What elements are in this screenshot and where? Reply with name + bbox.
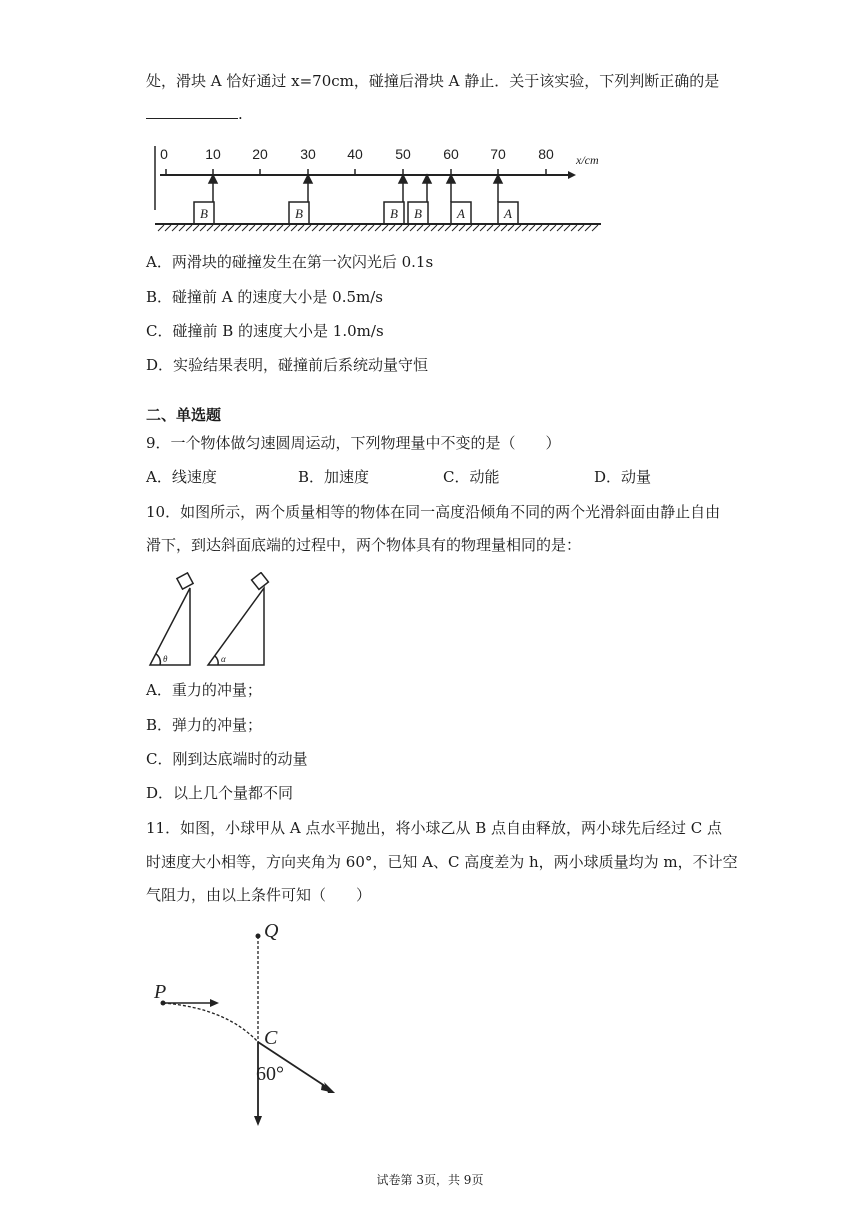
ground-hatch [277,225,283,231]
q9-stem: 9．一个物体做匀速圆周运动，下列物理量中不变的是（ ） [146,434,561,452]
ground-hatch [445,225,451,231]
ground-hatch [228,225,234,231]
axis-label: x/cm [576,153,599,167]
q11-stem-line2: 时速度大小相等，方向夹角为 60°，已知 A、C 高度差为 h，两小球质量均为 m，不计空 [146,853,738,871]
ground-hatch [256,225,262,231]
ground-hatch [557,225,563,231]
ground-hatch [480,225,486,231]
ground-hatch [319,225,325,231]
ground-hatch [494,225,500,231]
block-label: B [200,206,208,221]
ground-hatch [438,225,444,231]
tick-label: 0 [160,146,168,162]
point-q-label: Q [264,920,279,942]
ground-hatch [263,225,269,231]
q8-collision-figure [146,138,606,240]
ground-hatch [592,225,598,231]
ground-hatch [501,225,507,231]
point-p-label: P [154,981,167,1003]
ground-hatch [284,225,290,231]
q10-stem-line2: 滑下，到达斜面底端的过程中，两个物体具有的物理量相同的是： [146,536,582,554]
ground-hatch [298,225,304,231]
ground-hatch [340,225,346,231]
tick-label: 40 [347,146,363,162]
ground-hatch [410,225,416,231]
ground-hatch [193,225,199,231]
tick-label: 50 [395,146,411,162]
q8-option-d[interactable]: D．实验结果表明，碰撞前后系统动量守恒 [146,356,429,374]
ground-hatch [270,225,276,231]
block-label: A [457,206,465,221]
ground-hatch [291,225,297,231]
q10-incline-figure [146,572,276,670]
q9-option-b[interactable]: B．加速度 [298,468,370,486]
q8-stem-line1: 处，滑块 A 恰好通过 x=70cm，碰撞后滑块 A 静止．关于该实验，下列判断正确的是 [146,72,720,90]
ground-hatch [158,225,164,231]
ground-hatch [186,225,192,231]
ground-hatch [543,225,549,231]
q10-option-c[interactable]: C．刚到达底端时的动量 [146,750,308,768]
ground-hatch [585,225,591,231]
tick-label: 30 [300,146,316,162]
ground-hatch [333,225,339,231]
ground-hatch [424,225,430,231]
ground-hatch [466,225,472,231]
q9-option-a[interactable]: A．线速度 [146,468,217,486]
ground-hatch [403,225,409,231]
block-label: A [504,206,512,221]
page-footer: 试卷第 3页，共 9页 [376,1173,484,1187]
ground-hatch [487,225,493,231]
ground-hatch [515,225,521,231]
angle-theta-label: θ [163,654,168,664]
q8-answer-blank-line [146,104,243,124]
ground-hatch [207,225,213,231]
tick-label: 80 [538,146,554,162]
block-label: B [295,206,303,221]
ground-hatch [172,225,178,231]
ground-hatch [326,225,332,231]
ground-hatch [508,225,514,231]
ground-hatch [522,225,528,231]
ground-hatch [550,225,556,231]
tick-label: 20 [252,146,268,162]
angle-60-label: 60° [256,1063,284,1085]
q9-option-d[interactable]: D．动量 [594,468,652,486]
tick-label: 10 [205,146,221,162]
ground-hatch [179,225,185,231]
ground-hatch [431,225,437,231]
q11-stem-line1: 11．如图，小球甲从 A 点水平抛出，将小球乙从 B 点自由释放，两小球先后经过 C 点 [146,819,723,837]
ground-hatch [529,225,535,231]
ground-hatch [221,225,227,231]
ground-hatch [396,225,402,231]
ground-hatch [564,225,570,231]
q8-option-a[interactable]: A．两滑块的碰撞发生在第一次闪光后 0.1s [146,253,434,271]
q10-option-a[interactable]: A．重力的冲量； [146,681,262,699]
ground-hatch [305,225,311,231]
ground-hatch [165,225,171,231]
q10-option-b[interactable]: B．弹力的冲量； [146,716,263,734]
block-label: B [390,206,398,221]
q11-stem-line3: 气阻力，由以上条件可知（ ） [146,886,372,904]
block-label: B [414,206,422,221]
ground-hatch [249,225,255,231]
point-c-label: C [264,1027,278,1049]
ground-hatch [200,225,206,231]
ground-hatch [235,225,241,231]
q11-projectile-figure [146,912,366,1134]
ground-hatch [214,225,220,231]
answer-blank[interactable] [146,104,238,119]
ground-hatch [242,225,248,231]
angle-alpha-label: α [221,654,226,664]
tick-label: 60 [443,146,459,162]
q10-option-d[interactable]: D．以上几个量都不同 [146,784,294,802]
ground-hatch [312,225,318,231]
tick-label: 70 [490,146,506,162]
q8-stem-end: . [238,105,243,123]
ground-hatch [571,225,577,231]
ground-hatch [361,225,367,231]
ground-hatch [536,225,542,231]
ground-hatch [375,225,381,231]
ground-hatch [354,225,360,231]
q10-stem-line1: 10．如图所示，两个质量相等的物体在同一高度沿倾角不同的两个光滑斜面由静止自由 [146,503,721,521]
ground-hatch [382,225,388,231]
q9-option-c[interactable]: C．动能 [443,468,500,486]
q8-option-b[interactable]: B．碰撞前 A 的速度大小是 0.5m/s [146,288,383,306]
ground-hatch [417,225,423,231]
ground-hatch [368,225,374,231]
ground-hatch [473,225,479,231]
q8-option-c[interactable]: C．碰撞前 B 的速度大小是 1.0m/s [146,322,384,340]
ground-hatch [459,225,465,231]
ground-hatch [578,225,584,231]
ground-hatch [452,225,458,231]
ground-hatch [389,225,395,231]
ground-hatch [347,225,353,231]
section-title: 二、单选题 [146,406,222,424]
